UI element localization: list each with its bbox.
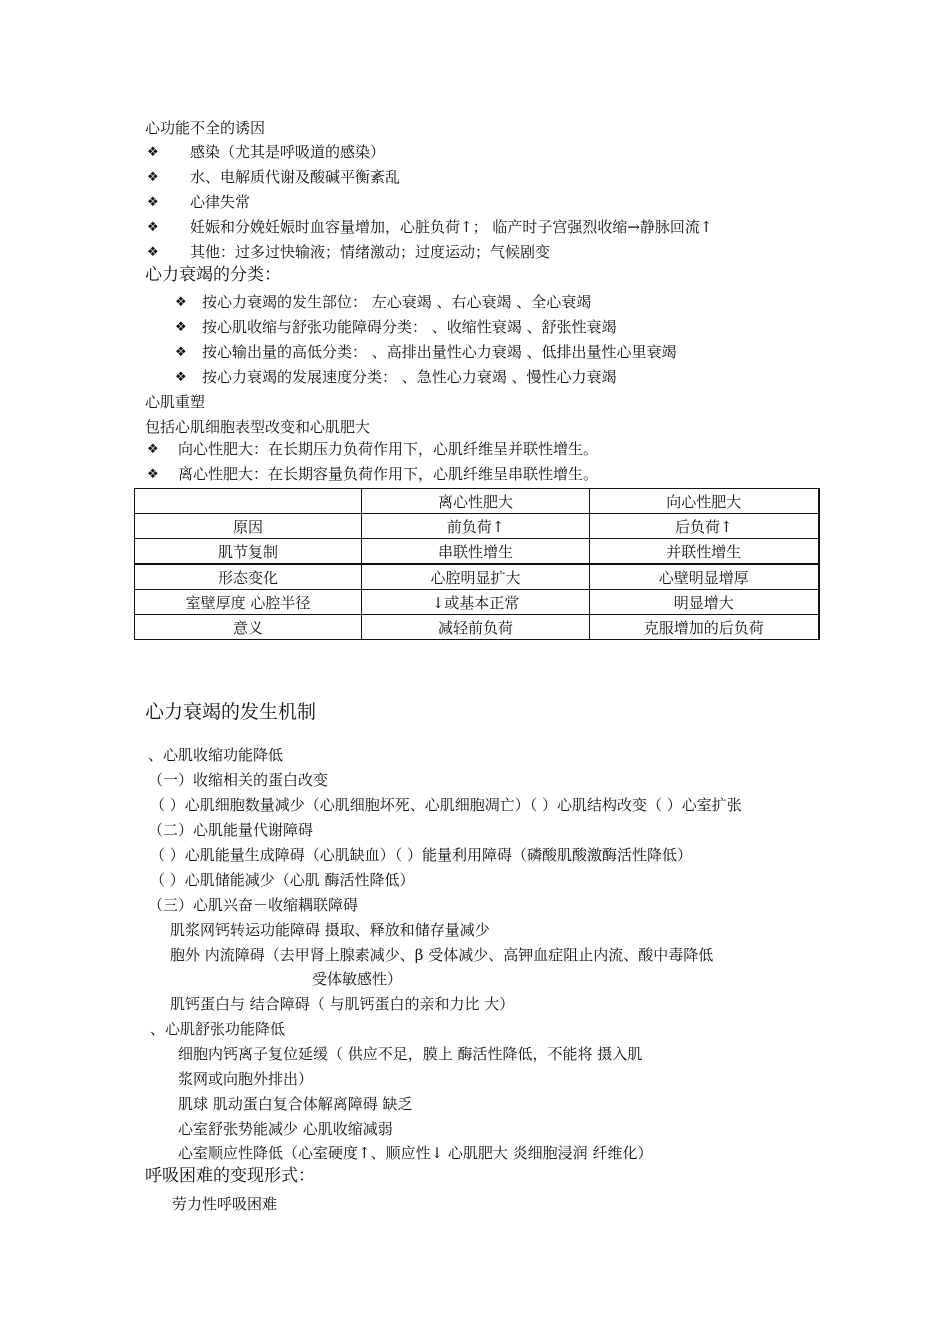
- text-line: 细胞内钙离子复位延缓（ 供应不足，膜上 酶活性降低，不能将 摄入肌: [178, 1045, 643, 1063]
- text-line: （ ）心肌能量生成障碍（心肌缺血）（ ）能量利用障碍（磷酸肌酸激酶活性降低）: [150, 846, 693, 864]
- bullet-icon: ❖: [175, 370, 187, 385]
- list-item: 妊娠和分娩妊娠时血容量增加，心脏负荷↑； 临产时子宫强烈收缩→静脉回流↑: [190, 218, 713, 236]
- table-cell: 意义: [135, 615, 362, 640]
- table-header-row: [135, 489, 819, 514]
- text-line: 心室顺应性降低（心室硬度↑、顺应性↓ 心肌肥大 炎细胞浸润 纤维化）: [178, 1144, 653, 1162]
- text-line: 、心肌舒张功能降低: [150, 1020, 286, 1038]
- text-line: 受体敏感性）: [312, 970, 403, 988]
- table-row: [135, 564, 819, 590]
- list-item: 向心性肥大：在长期压力负荷作用下，心肌纤维呈并联性增生。: [178, 440, 599, 458]
- bullet-icon: ❖: [175, 345, 187, 360]
- table-header-cell: 向心性肥大: [590, 489, 819, 514]
- table-row: [135, 539, 819, 565]
- section-title-mechanism: 心力衰竭的发生机制: [145, 701, 317, 723]
- bullet-icon: ❖: [147, 195, 159, 210]
- text-line: （ ）心肌储能减少（心肌 酶活性降低）: [150, 871, 415, 889]
- text-line: 肌钙蛋白与 结合障碍（ 与肌钙蛋白的亲和力比 大）: [170, 995, 515, 1013]
- table-cell: 前负荷↑: [362, 514, 590, 539]
- text-line: 肌浆网钙转运功能障碍 摄取、释放和储存量减少: [170, 921, 490, 939]
- section-subtitle: 包括心肌细胞表型改变和心肌肥大: [145, 418, 371, 436]
- bullet-icon: ❖: [147, 220, 159, 235]
- table-cell: 肌节复制: [135, 539, 362, 565]
- table-cell: 形态变化: [135, 564, 362, 590]
- table-cell: 心腔明显扩大: [362, 564, 590, 590]
- text-line: （ ）心肌细胞数量减少（心肌细胞坏死、心肌细胞凋亡）（ ）心肌结构改变（ ）心室扩张: [150, 796, 742, 814]
- text-line: （一）收缩相关的蛋白改变: [148, 771, 329, 789]
- table-cell: 室壁厚度 心腔半径: [135, 590, 362, 615]
- table-cell: 后负荷↑: [590, 514, 819, 539]
- table-row: [135, 590, 819, 615]
- list-item: 离心性肥大：在长期容量负荷作用下，心肌纤维呈串联性增生。: [178, 465, 599, 483]
- hypertrophy-comparison-table: [134, 488, 820, 640]
- text-line: 浆网或向胞外排出）: [178, 1070, 314, 1088]
- list-item: 按心肌收缩与舒张功能障碍分类： 、收缩性衰竭 、舒张性衰竭: [202, 318, 617, 336]
- table-cell: ↓或基本正常: [362, 590, 590, 615]
- text-line: 肌球 肌动蛋白复合体解离障碍 缺乏: [178, 1095, 413, 1113]
- bullet-icon: ❖: [147, 170, 159, 185]
- list-item: 按心输出量的高低分类： 、高排出量性心力衰竭 、低排出量性心里衰竭: [202, 343, 677, 361]
- bullet-icon: ❖: [147, 467, 159, 482]
- section-title-classification: 心力衰竭的分类：: [145, 265, 281, 285]
- table-cell: 克服增加的后负荷: [590, 615, 819, 640]
- section-title-remodeling: 心肌重塑: [145, 393, 206, 411]
- text-line: 胞外 内流障碍（去甲肾上腺素减少、β 受体减少、高钾血症阻止内流、酸中毒降低: [170, 946, 714, 964]
- section-title-dyspnea: 呼吸困难的变现形式：: [145, 1166, 315, 1186]
- bullet-icon: ❖: [175, 320, 187, 335]
- table-header-cell: [135, 489, 362, 514]
- text-line: 、心肌收缩功能降低: [148, 746, 284, 764]
- text-line: （三）心肌兴奋－收缩耦联障碍: [148, 896, 359, 914]
- table-cell: 串联性增生: [362, 539, 590, 565]
- list-item: 按心力衰竭的发生部位： 左心衰竭 、右心衰竭 、全心衰竭: [202, 293, 592, 311]
- section-title-causes: 心功能不全的诱因: [145, 119, 266, 137]
- table-cell: 并联性增生: [590, 539, 819, 565]
- list-item: 其他：过多过快输液；情绪激动；过度运动；气候剧变: [190, 243, 551, 261]
- table-cell: 心壁明显增厚: [590, 564, 819, 590]
- text-line: 劳力性呼吸困难: [172, 1195, 278, 1213]
- bullet-icon: ❖: [147, 145, 159, 160]
- list-item: 感染（尤其是呼吸道的感染）: [190, 143, 386, 161]
- list-item: 心律失常: [190, 193, 251, 211]
- list-item: 水、电解质代谢及酸碱平衡紊乱: [190, 168, 401, 186]
- bullet-icon: ❖: [147, 442, 159, 457]
- bullet-icon: ❖: [147, 245, 159, 260]
- text-line: 心室舒张势能减少 心肌收缩减弱: [178, 1120, 393, 1138]
- text-line: （二）心肌能量代谢障碍: [148, 821, 314, 839]
- table-row: [135, 514, 819, 539]
- table-cell: 减轻前负荷: [362, 615, 590, 640]
- table-header-cell: 离心性肥大: [362, 489, 590, 514]
- list-item: 按心力衰竭的发展速度分类： 、急性心力衰竭 、慢性心力衰竭: [202, 368, 617, 386]
- table-row: [135, 615, 819, 640]
- bullet-icon: ❖: [175, 295, 187, 310]
- table-cell: 原因: [135, 514, 362, 539]
- table-cell: 明显增大: [590, 590, 819, 615]
